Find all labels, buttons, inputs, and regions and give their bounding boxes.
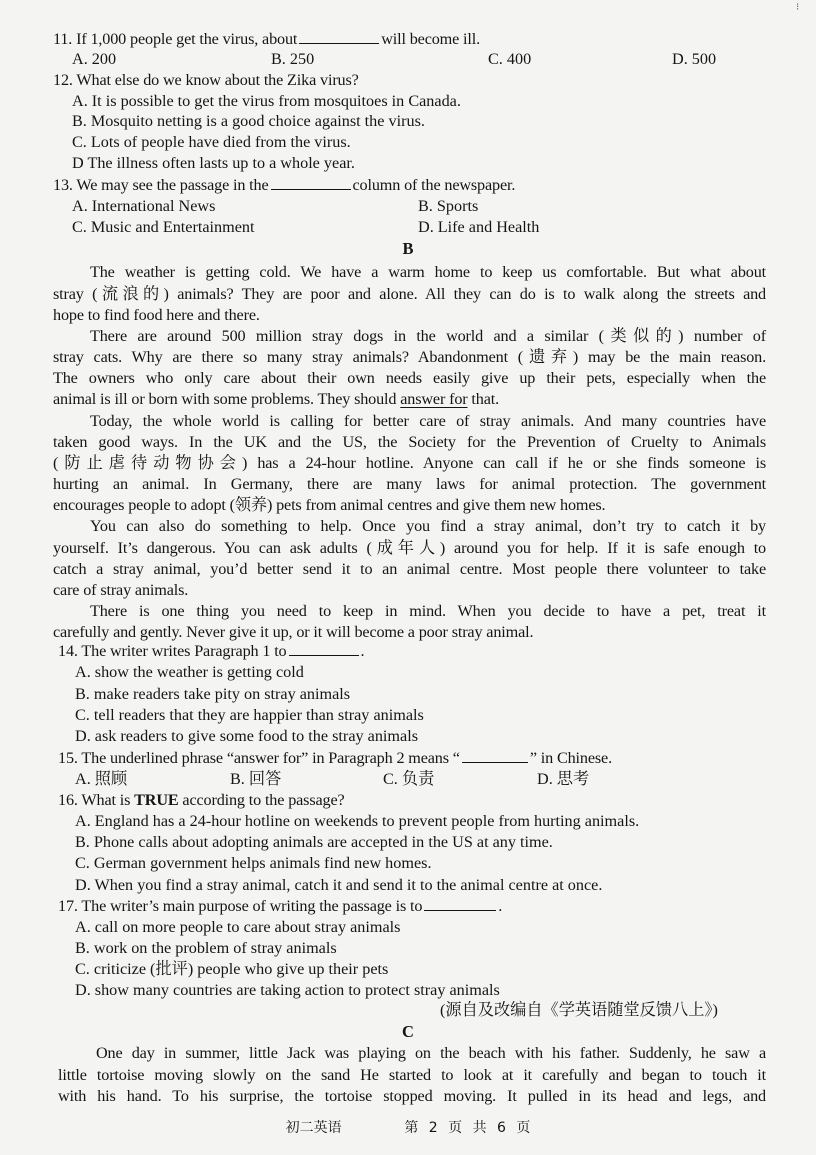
option: C. tell readers that they are happier than stray animals bbox=[75, 706, 424, 724]
section-heading-c: C bbox=[402, 1022, 414, 1041]
passage-line: (防止虐待动物协会) has a 24-hour hotline. Anyone can call if he or she finds someone is bbox=[53, 454, 766, 472]
question-11: 11. If 1,000 people get the virus, about will become ill. bbox=[53, 30, 480, 48]
option: D. show many countries are taking action to protect stray animals bbox=[75, 981, 500, 999]
answer-blank bbox=[299, 29, 379, 44]
option: A. England has a 24-hour hotline on weekends to prevent people from hurting animals. bbox=[75, 812, 640, 830]
passage-line: encourages people to adopt (领养) pets from animal centres and give them new homes. bbox=[53, 496, 606, 514]
option: B. Sports bbox=[418, 197, 479, 215]
answer-blank bbox=[289, 641, 359, 656]
passage-line: stray cats. Why are there so many stray animals? Abandonment (遗弃) may be the main reason. bbox=[53, 348, 766, 366]
footer-page-number: 第 2 页 共 6 页 bbox=[404, 1120, 531, 1136]
answer-blank bbox=[462, 748, 528, 763]
option: A. 照顾 bbox=[75, 770, 128, 788]
passage-line: stray (流浪的) animals? They are poor and alone. All they can do is to walk along the streets and bbox=[53, 285, 766, 303]
section-heading-b: B bbox=[402, 239, 414, 258]
option: A. 200 bbox=[72, 50, 117, 68]
question-16: 16. What is TRUE according to the passage? bbox=[58, 791, 345, 809]
passage-line: yourself. It’s dangerous. You can ask adults (成年人) around you for help. If it is safe enough to bbox=[53, 539, 766, 557]
passage-line: One day in summer, little Jack was playing on the beach with his father. Suddenly, he saw a bbox=[96, 1044, 766, 1062]
option: C. 400 bbox=[488, 50, 532, 68]
passage-line: hope to find food here and there. bbox=[53, 306, 260, 324]
question-17: 17. The writer’s main purpose of writing the passage is to . bbox=[58, 897, 503, 915]
option: B. 250 bbox=[271, 50, 315, 68]
option: A. call on more people to care about stray animals bbox=[75, 918, 401, 936]
passage-line: care of stray animals. bbox=[53, 581, 189, 599]
passage-line: Today, the whole world is calling for better care of stray animals. And many countries have bbox=[90, 412, 766, 430]
option: D. 500 bbox=[672, 50, 717, 68]
source-note: (源自及改编自《学英语随堂反馈八上》) bbox=[440, 1001, 718, 1019]
passage-line: There are around 500 million stray dogs in the world and a similar (类似的) number of bbox=[90, 327, 766, 345]
option: B. work on the problem of stray animals bbox=[75, 939, 337, 957]
option: A. show the weather is getting cold bbox=[75, 663, 304, 681]
answer-blank bbox=[271, 175, 351, 190]
option: A. It is possible to get the virus from mosquitoes in Canada. bbox=[72, 92, 461, 110]
passage-line: The owners who only care about their own needs easily give up their pets, especially when the bbox=[53, 369, 766, 387]
option: D. 思考 bbox=[537, 770, 590, 788]
passage-line: You can also do something to help. Once you find a stray animal, don’t try to catch it by bbox=[90, 517, 766, 535]
passage-line: There is one thing you need to keep in mind. When you decide to have a pet, treat it bbox=[90, 602, 766, 620]
option: C. 负责 bbox=[383, 770, 435, 788]
passage-line: The weather is getting cold. We have a warm home to keep us comfortable. But what about bbox=[90, 263, 766, 281]
page-footer bbox=[0, 1117, 816, 1137]
option: C. German government helps animals find new homes. bbox=[75, 854, 432, 872]
question-15: 15. The underlined phrase “answer for” in Paragraph 2 means “ ” in Chinese. bbox=[58, 749, 612, 767]
footer-subject: 初二英语 bbox=[285, 1120, 342, 1136]
option: D The illness often lasts up to a whole year. bbox=[72, 154, 355, 172]
passage-line: hurting an animal. In Germany, there are many laws for animal protection. The government bbox=[53, 475, 766, 493]
question-13: 13. We may see the passage in the column of the newspaper. bbox=[53, 176, 516, 194]
option: D. When you find a stray animal, catch it and send it to the animal centre at once. bbox=[75, 876, 603, 894]
option: B. Mosquito netting is a good choice against the virus. bbox=[72, 112, 425, 130]
underlined-phrase: answer for bbox=[400, 390, 468, 408]
option: C. criticize (批评) people who give up their pets bbox=[75, 960, 389, 978]
option: C. Music and Entertainment bbox=[72, 218, 255, 236]
question-14: 14. The writer writes Paragraph 1 to . bbox=[58, 642, 365, 660]
option: A. International News bbox=[72, 197, 216, 215]
option: B. make readers take pity on stray animals bbox=[75, 685, 351, 703]
question-12: 12. What else do we know about the Zika virus? bbox=[53, 71, 359, 89]
passage-line: catch a stray animal, you’d better send it to an animal centre. Most people there volunteer to take bbox=[53, 560, 766, 578]
passage-line: taken good ways. In the UK and the US, the Society for the Prevention of Cruelty to Animals bbox=[53, 433, 766, 451]
corner-mark: ⁝ bbox=[796, 2, 800, 13]
passage-line: animal is ill or born with some problems. They should answer for that. bbox=[53, 390, 499, 408]
option: C. Lots of people have died from the virus. bbox=[72, 133, 351, 151]
passage-line: carefully and gently. Never give it up, or it will become a poor stray animal. bbox=[53, 623, 534, 641]
passage-line: little tortoise moving slowly on the sand He started to look at it carefully and began to touch it bbox=[58, 1066, 766, 1084]
answer-blank bbox=[424, 896, 496, 911]
option: B. Phone calls about adopting animals are accepted in the US at any time. bbox=[75, 833, 553, 851]
option: D. ask readers to give some food to the stray animals bbox=[75, 727, 418, 745]
option: D. Life and Health bbox=[418, 218, 540, 236]
option: B. 回答 bbox=[230, 770, 282, 788]
passage-line: with his hand. To his surprise, the tortoise stopped moving. It pulled in its head and legs, and bbox=[58, 1087, 766, 1105]
